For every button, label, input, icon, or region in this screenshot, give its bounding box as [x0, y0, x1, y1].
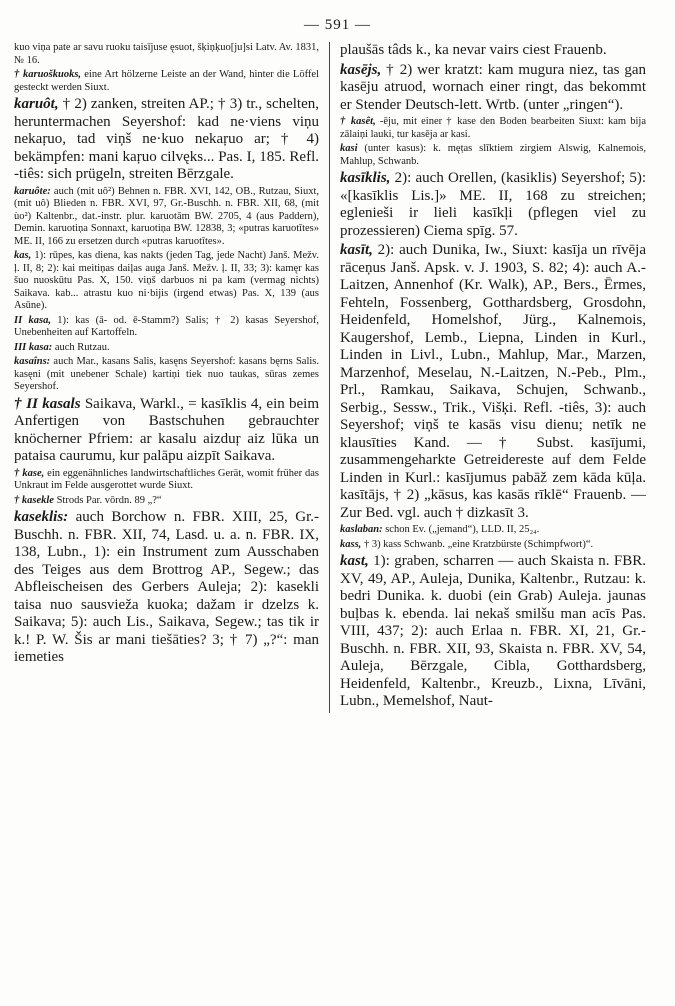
- dictionary-entry: [14, 96, 319, 184]
- dictionary-entry: [340, 524, 646, 537]
- dictionary-entry: [340, 42, 646, 60]
- entry-text: plaušās tâds k., ka nevar vairs ciest Frauenb.: [340, 42, 607, 58]
- entry-text: auch (mit uô²) Behnen n. FBR. XVI, 142, OB., Rutzau, Siuxt, (mit uô) Blieden n. FBR. XVI, 97, Gr.-Buschh. n. FBR. XII, 68, (mit ùo²) Kaltenbr., dat.-instr. plur. karuotām BW. 2705, 4 (aus Paddern), Demin. karuotiņa Sonnaxt, karuotiņa BW. 12838, 3; «putras karuotītes» ME. II, 166 zu ersetzen durch «putras karuotītes».: [14, 185, 319, 247]
- entry-headword: kasīt,: [340, 242, 373, 258]
- entry-headword: karuôte:: [14, 185, 51, 197]
- entry-headword: kasējs,: [340, 61, 382, 78]
- entry-headword: kast,: [340, 553, 369, 569]
- entry-text: 2): auch Dunika, Iw., Siuxt: kasīja un rīvēja rāceņus Janš. Apsk. v. J. 1903, S. 82; 4): auch A.-Laitzen, Annenhof (Kr. Walk), AP., Bers., Ērmes, Fehteln, Fossenberg, Gotthardsberg, Grosdohn, Heidenfeld, Homelshof, Jürg., Kalnemois, Kaugershof, Lemb., Liepna, Linden in Kurl., Linden in Livl., Lubn., Mahlup, Mar., Marzen, Marzenhof, Meselau, N.-Laitzen, N.-Peb., Plm., Prl., Ramkau, Saikava, Schujen, Schwanb., Serbig., Sessw., Trik., Višķi. Refl. -tiês, 3): auch Seyershof; viņš te kasās visu dienu; netīk ne klausīties Kand. — † Subst. kasījumi, zusammengeharkte Getreidereste auf dem Felde Linden in Kurl.: kasījumus pabāž zem kāda kūļa. kasītājs, † 2) „kāsus, kas kasās rīklē“ Frauenb. — Zur Bed. vgl. auch † dizkasīt 3.: [340, 242, 646, 521]
- entry-headword: kas,: [14, 250, 32, 261]
- entry-headword: † kase,: [14, 467, 45, 479]
- dictionary-entry: [14, 468, 319, 493]
- entry-text: kuo viņa pate ar savu ruoku taisījuse ęsuot, šķiņķuo[ju]si Latv. Av. 1831, № 16.: [14, 42, 319, 66]
- dictionary-entry: [14, 250, 319, 313]
- dictionary-entry: [14, 315, 319, 340]
- entry-headword: † kasêt,: [340, 116, 376, 127]
- dictionary-entry: [14, 495, 319, 508]
- entry-text: † 3) kass Schwanb. „eine Kratzbürste (Schimpfwort)“.: [363, 538, 594, 550]
- entry-headword: kasīklis,: [340, 170, 391, 186]
- entry-headword: kaslaban:: [340, 524, 383, 535]
- entry-text: ein eggenähnliches landwirtschaftliches Gerät, womit früher das Unkraut im Felde ausgerottet wurde Siuxt.: [14, 467, 320, 491]
- dictionary-entry: [14, 356, 319, 394]
- dictionary-entry: [340, 242, 646, 522]
- entry-text: Strods Par. vōrdn. 89 „?“: [56, 494, 162, 506]
- entry-text: † 2) wer kratzt: kam mugura niez, tas gan kasēju atruod, wornach einer ringt, das bekommt er Stender Deutsch-lett. Wrtb. (unter „ringen“).: [340, 61, 646, 113]
- entry-text: 1): rūpes, kas diena, kas nakts (jeden Tag, jede Nacht) Janš. Mežv. ļ. II, 8; 2): kai meitiņas daiļas auga Janš. Mežv. ļ. II, 33; 3): kamęr kas šuo nuoskūtu Pas. X, 150. viņš darbuos ni pa kam (vermag nichts) Saikava. kab... atrastu kuo ni·bijis (irgend etwas) Pas. X, 139 (aus Asūne).: [14, 250, 319, 311]
- dictionary-entry: [340, 143, 646, 168]
- dictionary-entry: [14, 396, 319, 466]
- entry-text: (unter kasus): k. męṭas slīktiem zirgiem Alswig, Kalnemois, Mahlup, Schwanb.: [340, 143, 646, 167]
- entry-text: † 2) zanken, streiten AP.; † 3) tr., schelten, heruntermachen Seyershof: kad ne·viens viņu nekaŗuo, tad viņš ne·kuo nekaŗuo ar; † 4) bekämpfen: mani kaŗuo cilvęks... Pas. I, 185. Refl. -tiês: sich prügeln, streiten Bērzgale.: [14, 96, 320, 182]
- dictionary-entry: [340, 553, 646, 711]
- entry-text: auch Borchow n. FBR. XIII, 25, Gr.-Buschh. n. FBR. XII, 74, Lasd. u. a. n. FBR. IX, 138, Lubn., 1): ein Instrument zum Ausschaben des Teiges aus dem Brottrog AP., Segew.; das Abfleischeisen des Gerbers Auleja; 2): kasekli taisa nuo sausvieža kuoka; dažam ir dzelzs k. Saikava; 5): auch Lis., Saikava, Segew.; tas tik ir k.! P. W. Šis ar mani tiešāties? 3; † 7) „?“: man iemeties: [14, 509, 319, 665]
- entry-text: eine Art hölzerne Leiste an der Wand, hinter die Löffel gesteckt werden Siuxt.: [14, 69, 319, 93]
- entry-text: auch Mar., kasans Salis, kasęns Seyershof: kasans bęrns Salis. kasęni (mit unebener Schale) kartiņi tiek nuo taukas, sūras zemes Seyershof.: [14, 356, 319, 392]
- dictionary-entry: [340, 62, 646, 115]
- dictionary-entry: [14, 186, 319, 249]
- dictionary-entry: [340, 116, 646, 141]
- dictionary-entry: [14, 342, 319, 355]
- entry-headword: kasi: [340, 143, 358, 154]
- entry-headword: karuôt,: [14, 96, 59, 112]
- page-number: — 591 —: [304, 17, 371, 33]
- entry-text: Saikava, Warkl., = kasīklis 4, ein beim Anfertigen von Bastschuhen gebrauchter knöcherner Pfriem: ar kasalu aizduŗ aiz lūka un pataisa caurumu, kur palāpu aizpīt Saikava.: [14, 395, 319, 464]
- entry-text: -ēju, mit einer † kase den Boden bearbeiten Siuxt: kam bija zālaiņi lauki, tur kasēja ar kasi.: [340, 116, 646, 140]
- entry-headword: III kasa:: [14, 341, 53, 353]
- entry-text: 2): auch Orellen, (kasiklis) Seyershof; 5): «[kasīklis Lis.]» ME. II, 168 zu streichen; eglenieši ir lieli kasīkļi (pflegen viel zu prozessieren) Ciema spīg. 57.: [340, 170, 646, 239]
- right-column: [330, 42, 646, 713]
- columns: [14, 42, 661, 713]
- entry-headword: II kasa,: [14, 314, 51, 326]
- dictionary-entry: [340, 170, 646, 240]
- entry-headword: † karuoškuoks,: [14, 69, 82, 80]
- entry-text: 1): graben, scharren — auch Skaista n. FBR. XV, 49, AP., Auleja, Dunika, Kaltenbr., Rutzau: k. bedri Dunika. k. duobi (ein Grab) Auleja. jaunas buļbas k. ebenda. lai nekaš smilšu man acīs Pas. VIII, 437; 2): auch Erlaa n. FBR. XI, 21, Gr.-Buschh. n. FBR. XII, 93, Skaista n. FBR. XV, 54, Auleja, Bērzgale, Cibla, Gotthardsberg, Heidenfeld, Kaltenbr., Kreuzb., Lixna, Līvāni, Lubn., Memelshof, Naut-: [340, 553, 646, 709]
- entry-headword: † II kasals: [14, 395, 81, 412]
- dictionary-entry: [14, 42, 319, 67]
- entry-text: schon Ev. („jemand“), LLD. II, 25₂₄.: [385, 524, 540, 535]
- dictionary-entry: [340, 539, 646, 552]
- dictionary-entry: [14, 69, 319, 94]
- left-column: [14, 42, 330, 713]
- entry-text: 1): kas (ā- od. ē-Stamm?) Salis; † 2) kasas Seyershof, Unebenheiten auf Kartoffeln.: [14, 314, 320, 338]
- entry-headword: kasaîns:: [14, 356, 51, 367]
- entry-text: auch Rutzau.: [54, 341, 110, 353]
- dictionary-entry: [14, 509, 319, 667]
- entry-headword: † kasekle: [14, 494, 54, 506]
- entry-headword: kass,: [340, 538, 362, 550]
- entry-headword: kaseklis:: [14, 509, 69, 525]
